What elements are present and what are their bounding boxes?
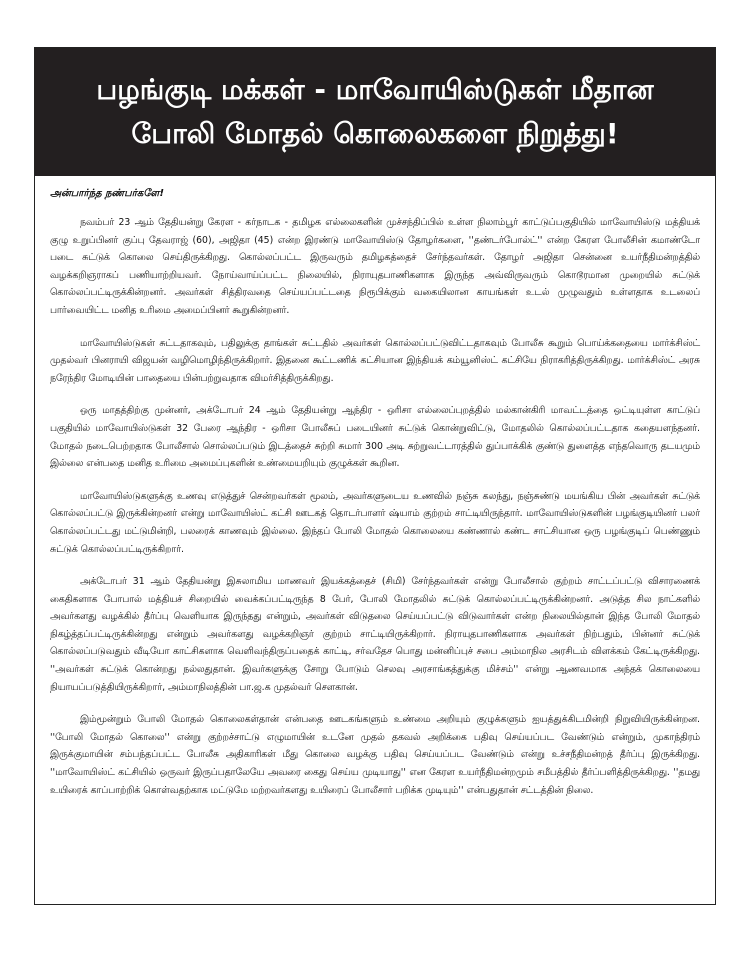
paragraph-1: நவம்பர் 23 ஆம் தேதியன்று கேரள - கர்நாடக - தமிழக எல்லைகளின் முச்சந்திப்பில் உள்ள நிலாம்பூர் காட்டுப்பகுதியில் மாவோயிஸ்டு மத்தியக் குழு உறுப்பினர் குப்பு தேவராஜ் (60), அஜிதா (45) என்ற இரண்டு மாவோயிஸ்டு தோழர்களை, ''தண்டர்போல்ட்'' என்ற கேரள போலீசின் கமாண்டோ படை சுட்டுக் கொலை செய்திருக்கிறது. கொல்லப்பட்ட இருவரும் தமிழகத்தைச் சேர்ந்தவர்கள். தோழர் அஜிதா சென்னை உயர்நீதிமன்றத்தில் வழக்கறிஞராகப் பணியாற்றியவர். நோய்வாய்ப்பட்ட நிலையில், நிராயுதபாணிகளாக இருந்த அவ்விருவரும் கொடூரமான முறையில் சுட்டுக் கொல்லப்பட்டிருக்கின்றனர். அவர்கள் சித்திரவதை செய்யப்பட்டதை நிரூபிக்கும் வகையிலான காயங்கள் உடல் முழுவதும் உள்ளதாக உடலைப் பார்வையிட்ட மனித உரிமை அமைப்பினர் கூறுகின்றனர். (50, 217, 700, 316)
salutation: அன்பார்ந்த நண்பர்களே! (50, 188, 164, 199)
paragraph-4: மாவோயிஸ்டுகளுக்கு உணவு எடுத்துச் சென்றவர்கள் மூலம், அவர்களுடைய உணவில் நஞ்சு கலந்து, நஞ்சுண்டு மயங்கிய பின் அவர்கள் சுட்டுக் கொல்லப்பட்டு இருக்கின்றனர் என்று மாவோயிஸ்ட் கட்சி ஊடகத் தொடர்பாளர் ஷ்யாம் குற்றம் சாட்டியிருந்தார். மாவோயிஸ்டுகளின் பழங்குடியினர் பலர் கொல்லப்பட்டது மட்டுமின்றி, பலரைக் காணவும் இல்லை. இந்தப் போலி மோதல் கொலையை கண்ணால் கண்ட சாட்சியான ஒரு பழங்குடிப் பெண்ணும் சுட்டுக் கொல்லப்பட்டிருக்கிறார். (50, 490, 700, 555)
leaflet-body (50, 186, 700, 814)
paragraph-3: ஒரு மாதத்திற்கு முன்னர், அக்டோபர் 24 ஆம் தேதியன்று ஆந்திர - ஒரிசா எல்லைப்புறத்தில் மல்கான்கிரி மாவட்டத்தை ஒட்டியுள்ள காட்டுப் பகுதியில் மாவோயிஸ்டுகள் 32 பேரை ஆந்திர - ஒரிசா போலீசுப் படையினர் சுட்டுக் கொன்றுவிட்டு, மோதலில் கொல்லப்பட்டதாக கதையளந்தனர். மோதல் நடைபெற்றதாக போலீசால் சொல்லப்படும் இடத்தைச் சுற்றி சுமார் 300 அடி சுற்றுவட்டாரத்தில் துப்பாக்கிக் குண்டு துளைத்த எந்தவொரு தடயமும் இல்லை என்பதை மனித உரிமை அமைப்புகளின் உண்மையறியும் குழுக்கள் கூறின. (50, 405, 700, 470)
title-banner (35, 48, 715, 176)
title-line-1: பழங்குடி மக்கள் - மாவோயிஸ்டுகள் மீதான (96, 73, 654, 106)
title-line-2: போலி மோதல் கொலைகளை நிறுத்து! (131, 117, 619, 150)
leaflet-frame (34, 47, 716, 905)
paragraph-6: இம்மூன்றும் போலி மோதல் கொலைகள்தான் என்பதை ஊடகங்களும் உண்மை அறியும் குழுக்களும் ஐயத்துக்கிடமின்றி நிறுவியிருக்கின்றன. ''போலி மோதல் கொலை'' என்று குற்றச்சாட்டு எழுமாயின் உடனே முதல் தகவல் அறிக்கை பதிவு செய்யப்பட வேண்டும் என்றும், முகாந்திரம் இருக்குமாயின் சம்பந்தப்பட்ட போலீசு அதிகாரிகள் மீது கொலை வழக்கு பதிவு செய்யப்பட வேண்டும் என்று உச்சநீதிமன்றத் தீர்ப்பு இருக்கிறது. ''மாவோயிஸ்ட் கட்சியில் ஒருவர் இருப்பதாலேயே அவரை கைது செய்ய முடியாது'' என கேரள உயர்நீதிமன்றமும் சமீபத்தில் தீர்ப்பளித்திருக்கிறது. ''தமது உயிரைக் காப்பாற்றிக் கொள்வதற்காக மட்டுமே மற்றவர்களது உயிரைப் போலீசார் பறிக்க முடியும்'' என்பதுதான் சட்டத்தின் நிலை. (50, 714, 700, 796)
paragraph-5: அக்டோபர் 31 ஆம் தேதியன்று இசுலாமிய மாணவர் இயக்கத்தைச் (சிமி) சேர்ந்தவர்கள் என்று போலீசால் குற்றம் சாட்டப்பட்டு விசாரணைக் கைதிகளாக போபால் மத்தியச் சிறையில் வைக்கப்பட்டிருந்த 8 பேர், போலி மோதலில் சுட்டுக் கொல்லப்பட்டிருக்கின்றனர். அடுத்த சில நாட்களில் அவர்களது வழக்கில் தீர்ப்பு வெளியாக இருந்தது என்றும், அவர்கள் விடுதலை செய்யப்பட்டு விடுவார்கள் என்ற நிலையில்தான் இந்த போலி மோதல் நிகழ்த்தப்பட்டிருக்கின்றது என்றும் அவர்களது வழக்கறிஞர் குற்றம் சாட்டியிருக்கிறார். நிராயுதபாணிகளாக அவர்கள் நிற்பதும், பின்னர் சுட்டுக் கொல்லப்படுவதும் வீடியோ காட்சிகளாக வெளிவந்திருப்பதைக் காட்டி, சர்வதேச பொது மன்னிப்புச் சபை அம்மாநில அரசிடம் விளக்கம் கேட்டிருக்கிறது. ''அவர்கள் சுட்டுக் கொன்றது நல்லதுதான். இவர்களுக்கு சோறு போடும் செலவு அரசாங்கத்துக்கு மிச்சம்'' என்று ஆணவமாக அந்தக் கொலையை நியாயப்படுத்தியிருக்கிறார், அம்மாநிலத்தின் பா.ஜ.க முதல்வர் சௌகான். (50, 576, 700, 693)
paragraph-2: மாவோயிஸ்டுகள் சுட்டதாகவும், பதிலுக்கு தாங்கள் சுட்டதில் அவர்கள் கொல்லப்பட்டுவிட்டதாகவும் போலீசு கூறும் பொய்க்கதையை மார்க்சிஸ்ட் முதல்வர் பினராயி விஜயன் வழிமொழிந்திருக்கிறார். இதனை கூட்டணிக் கட்சியான இந்தியக் கம்யூனிஸ்ட் கட்சியே நிராகரித்திருக்கிறது. மார்க்சிஸ்ட் அரசு நரேந்திர மோடியின் பாதையை பின்பற்றுவதாக விமர்சித்திருக்கிறது. (50, 337, 700, 384)
